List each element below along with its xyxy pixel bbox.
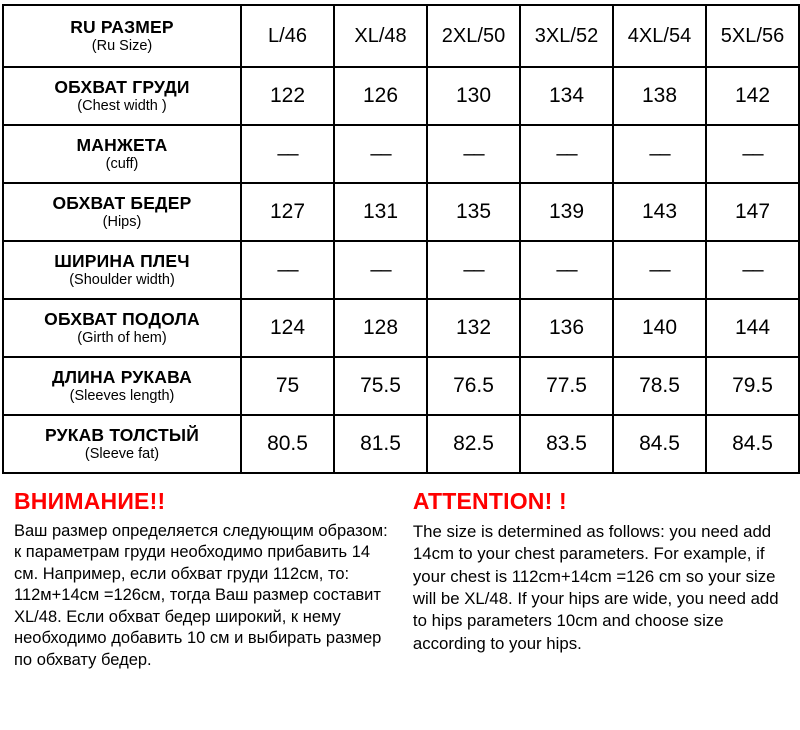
cell-value: 83.5 (520, 415, 613, 473)
row-label-en: (Shoulder width) (69, 272, 175, 289)
note-english-body: The size is determined as follows: you need add 14cm to your chest parameters. For example, if your chest is 112cm+14cm =126 cm so your size will be XL/48. If your hips are wide, you need add to hips parameters 10cm and choose size according to your hips. (412, 522, 779, 653)
row-label-cell (3, 241, 241, 299)
size-header-2: 2XL/50 (427, 5, 520, 67)
notes-section (0, 474, 800, 671)
cell-value: 126 (334, 67, 427, 125)
note-russian (14, 488, 395, 671)
cell-value: 147 (706, 183, 799, 241)
cell-value: –– (427, 125, 520, 183)
table-row (3, 357, 799, 415)
cell-value: –– (706, 241, 799, 299)
table-row (3, 241, 799, 299)
cell-value: 81.5 (334, 415, 427, 473)
row-label-cell (3, 183, 241, 241)
cell-value: 138 (613, 67, 706, 125)
cell-value: 130 (427, 67, 520, 125)
cell-value: –– (427, 241, 520, 299)
note-english (413, 488, 786, 671)
row-label-ru: РУКАВ ТОЛСТЫЙ (44, 424, 200, 445)
row-label-en: (Hips) (102, 214, 142, 231)
cell-value: 128 (334, 299, 427, 357)
row-label-ru: МАНЖЕТА (76, 134, 168, 155)
cell-value: 144 (706, 299, 799, 357)
cell-value: 75.5 (334, 357, 427, 415)
cell-value: –– (241, 241, 334, 299)
header-label-en: (Ru Size) (91, 38, 153, 55)
table-row (3, 299, 799, 357)
cell-value: 75 (241, 357, 334, 415)
row-label-cell (3, 67, 241, 125)
row-label-en: (Sleeve fat) (84, 446, 160, 463)
header-label-cell (3, 5, 241, 67)
size-header-1: XL/48 (334, 5, 427, 67)
cell-value: –– (613, 125, 706, 183)
row-label-ru: ОБХВАТ ПОДОЛА (44, 308, 200, 329)
size-table (2, 4, 800, 474)
cell-value: 140 (613, 299, 706, 357)
cell-value: 134 (520, 67, 613, 125)
row-label-ru: ОБХВАТ БЕДЕР (52, 192, 192, 213)
table-row (3, 415, 799, 473)
cell-value: –– (706, 125, 799, 183)
cell-value: 135 (427, 183, 520, 241)
cell-value: 80.5 (241, 415, 334, 473)
cell-value: –– (241, 125, 334, 183)
cell-value: 82.5 (427, 415, 520, 473)
cell-value: 76.5 (427, 357, 520, 415)
cell-value: 78.5 (613, 357, 706, 415)
cell-value: –– (520, 125, 613, 183)
cell-value: –– (334, 241, 427, 299)
size-header-0: L/46 (241, 5, 334, 67)
table-header-row (3, 5, 799, 67)
row-label-en: (cuff) (105, 156, 139, 173)
cell-value: 131 (334, 183, 427, 241)
size-header-5: 5XL/56 (706, 5, 799, 67)
row-label-cell (3, 357, 241, 415)
row-label-ru: ОБХВАТ ГРУДИ (54, 76, 190, 97)
row-label-en: (Girth of hem) (77, 330, 167, 347)
size-header-3: 3XL/52 (520, 5, 613, 67)
cell-value: 136 (520, 299, 613, 357)
table-row (3, 183, 799, 241)
cell-value: 143 (613, 183, 706, 241)
row-label-ru: ШИРИНА ПЛЕЧ (54, 250, 190, 271)
row-label-cell (3, 415, 241, 473)
row-label-en: (Chest width ) (77, 98, 167, 115)
cell-value: 132 (427, 299, 520, 357)
cell-value: 124 (241, 299, 334, 357)
note-russian-title: ВНИМАНИЕ!! (14, 488, 166, 514)
cell-value: –– (520, 241, 613, 299)
cell-value: –– (613, 241, 706, 299)
row-label-cell (3, 299, 241, 357)
cell-value: 142 (706, 67, 799, 125)
cell-value: 77.5 (520, 357, 613, 415)
cell-value: –– (334, 125, 427, 183)
table-row (3, 125, 799, 183)
note-russian-body: Ваш размер определяется следующим образом: к параметрам груди необходимо прибавить 14 см. Например, если обхват груди 112см, то: 112м+14см =126см, тогда Ваш размер составит XL/48. Если обхват бедер широкий, к нему необходимо добавить 10 см и выбирать размер по обхвату бедер. (14, 522, 388, 669)
row-label-ru: ДЛИНА РУКАВА (52, 366, 192, 387)
cell-value: 127 (241, 183, 334, 241)
row-label-cell (3, 125, 241, 183)
header-label-ru: RU РАЗМЕР (70, 16, 174, 37)
cell-value: 139 (520, 183, 613, 241)
row-label-en: (Sleeves length) (69, 388, 175, 405)
cell-value: 84.5 (706, 415, 799, 473)
cell-value: 79.5 (706, 357, 799, 415)
cell-value: 122 (241, 67, 334, 125)
table-row (3, 67, 799, 125)
size-header-4: 4XL/54 (613, 5, 706, 67)
cell-value: 84.5 (613, 415, 706, 473)
note-english-title: ATTENTION! ! (412, 488, 567, 514)
